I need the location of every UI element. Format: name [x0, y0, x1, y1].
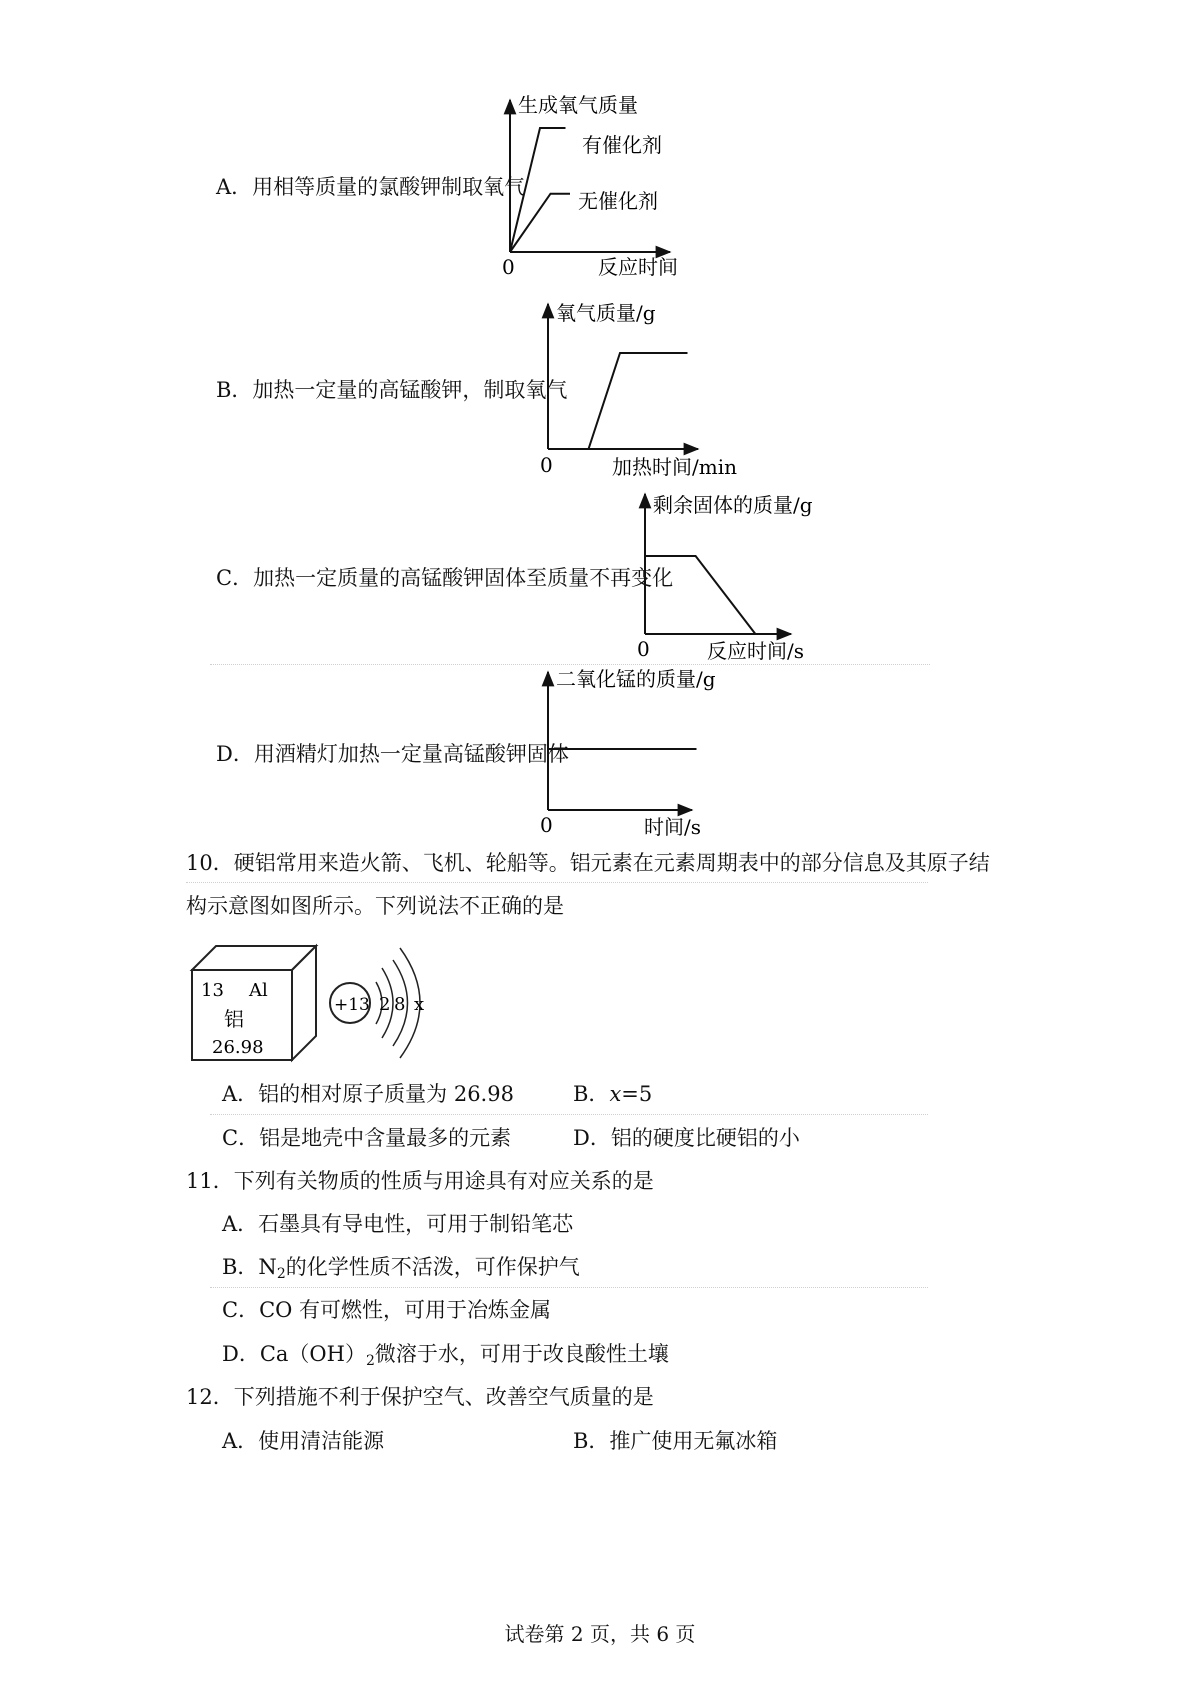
nucleus-charge: +13 [334, 995, 370, 1015]
atomic-number: 13 [201, 980, 224, 1001]
divider [186, 882, 928, 883]
shell-1-electrons: 2 [379, 994, 391, 1015]
q11-option-c: C．CO 有可燃性，可用于冶炼金属 [222, 1298, 552, 1322]
series-label-with-catalyst: 有催化剂 [582, 133, 662, 157]
q10-stem-line2: 构示意图如图所示。下列说法不正确的是 [186, 894, 564, 918]
q9-option-a-text: A．用相等质量的氯酸钾制取氧气 [216, 175, 526, 199]
element-symbol: Al [249, 980, 268, 1001]
q9-option-c-text: C．加热一定质量的高锰酸钾固体至质量不再变化 [216, 566, 674, 590]
divider [210, 1114, 928, 1115]
element-name: 铝 [224, 1007, 244, 1031]
y-axis-label: 生成氧气质量 [518, 93, 638, 117]
origin-label: 0 [540, 453, 553, 477]
x-axis-label: 加热时间/min [612, 455, 737, 479]
page-footer: 试卷第 2 页，共 6 页 [504, 1622, 696, 1646]
q9-chart-b [538, 300, 748, 480]
q11-option-b: B．$N_2$的化学性质不活泼，可作保护气 [222, 1255, 580, 1282]
q9-chart-c [635, 490, 835, 665]
q9-chart-d [538, 668, 738, 840]
x-axis-label: 时间/s [644, 815, 702, 839]
atom-structure-diagram [330, 948, 424, 1058]
origin-label: 0 [637, 637, 650, 661]
q10-figure [186, 940, 436, 1075]
x-axis-label: 反应时间 [598, 255, 678, 279]
q11-stem: 11．下列有关物质的性质与用途具有对应关系的是 [186, 1169, 654, 1193]
divider [210, 1287, 928, 1288]
q9-option-b-text: B．加热一定量的高锰酸钾，制取氧气 [216, 378, 568, 402]
series-line [645, 556, 755, 634]
q12-stem: 12．下列措施不利于保护空气、改善空气质量的是 [186, 1385, 654, 1409]
atomic-mass: 26.98 [212, 1037, 264, 1058]
x-axis-label: 反应时间/s [707, 639, 805, 663]
q10-stem-line1: 10．硬铝常用来造火箭、飞机、轮船等。铝元素在元素周期表中的部分信息及其原子结 [186, 851, 990, 875]
element-tile [192, 946, 316, 1060]
series-line-without-catalyst [510, 194, 570, 252]
origin-label: 0 [502, 255, 515, 279]
y-axis-label: 氧气质量/g [556, 301, 656, 325]
y-axis-label: 二氧化锰的质量/g [556, 667, 716, 691]
q10-option-c: C．铝是地壳中含量最多的元素 [222, 1126, 512, 1150]
q12-option-b: B．推广使用无氟冰箱 [573, 1429, 778, 1453]
series-line [548, 353, 688, 449]
origin-label: 0 [540, 813, 553, 837]
q9-option-d-text: D．用酒精灯加热一定量高锰酸钾固体 [216, 742, 569, 766]
series-line-with-catalyst [510, 128, 566, 252]
q10-option-b: B．x=5 [573, 1082, 653, 1106]
q11-option-a: A．石墨具有导电性，可用于制铅笔芯 [222, 1212, 574, 1236]
q10-option-a: A．铝的相对原子质量为 26.98 [222, 1082, 514, 1106]
q9-chart-a [500, 93, 690, 281]
shell-3-electrons: x [414, 994, 425, 1015]
q12-option-a: A．使用清洁能源 [222, 1429, 385, 1453]
q10-option-d: D．铝的硬度比硬铝的小 [573, 1126, 800, 1150]
shell-2-electrons: 8 [394, 994, 406, 1015]
series-label-without-catalyst: 无催化剂 [578, 189, 658, 213]
q11-option-d: D．$Ca(OH)_2$微溶于水，可用于改良酸性土壤 [222, 1342, 669, 1369]
y-axis-label: 剩余固体的质量/g [653, 493, 813, 517]
divider [210, 664, 930, 665]
